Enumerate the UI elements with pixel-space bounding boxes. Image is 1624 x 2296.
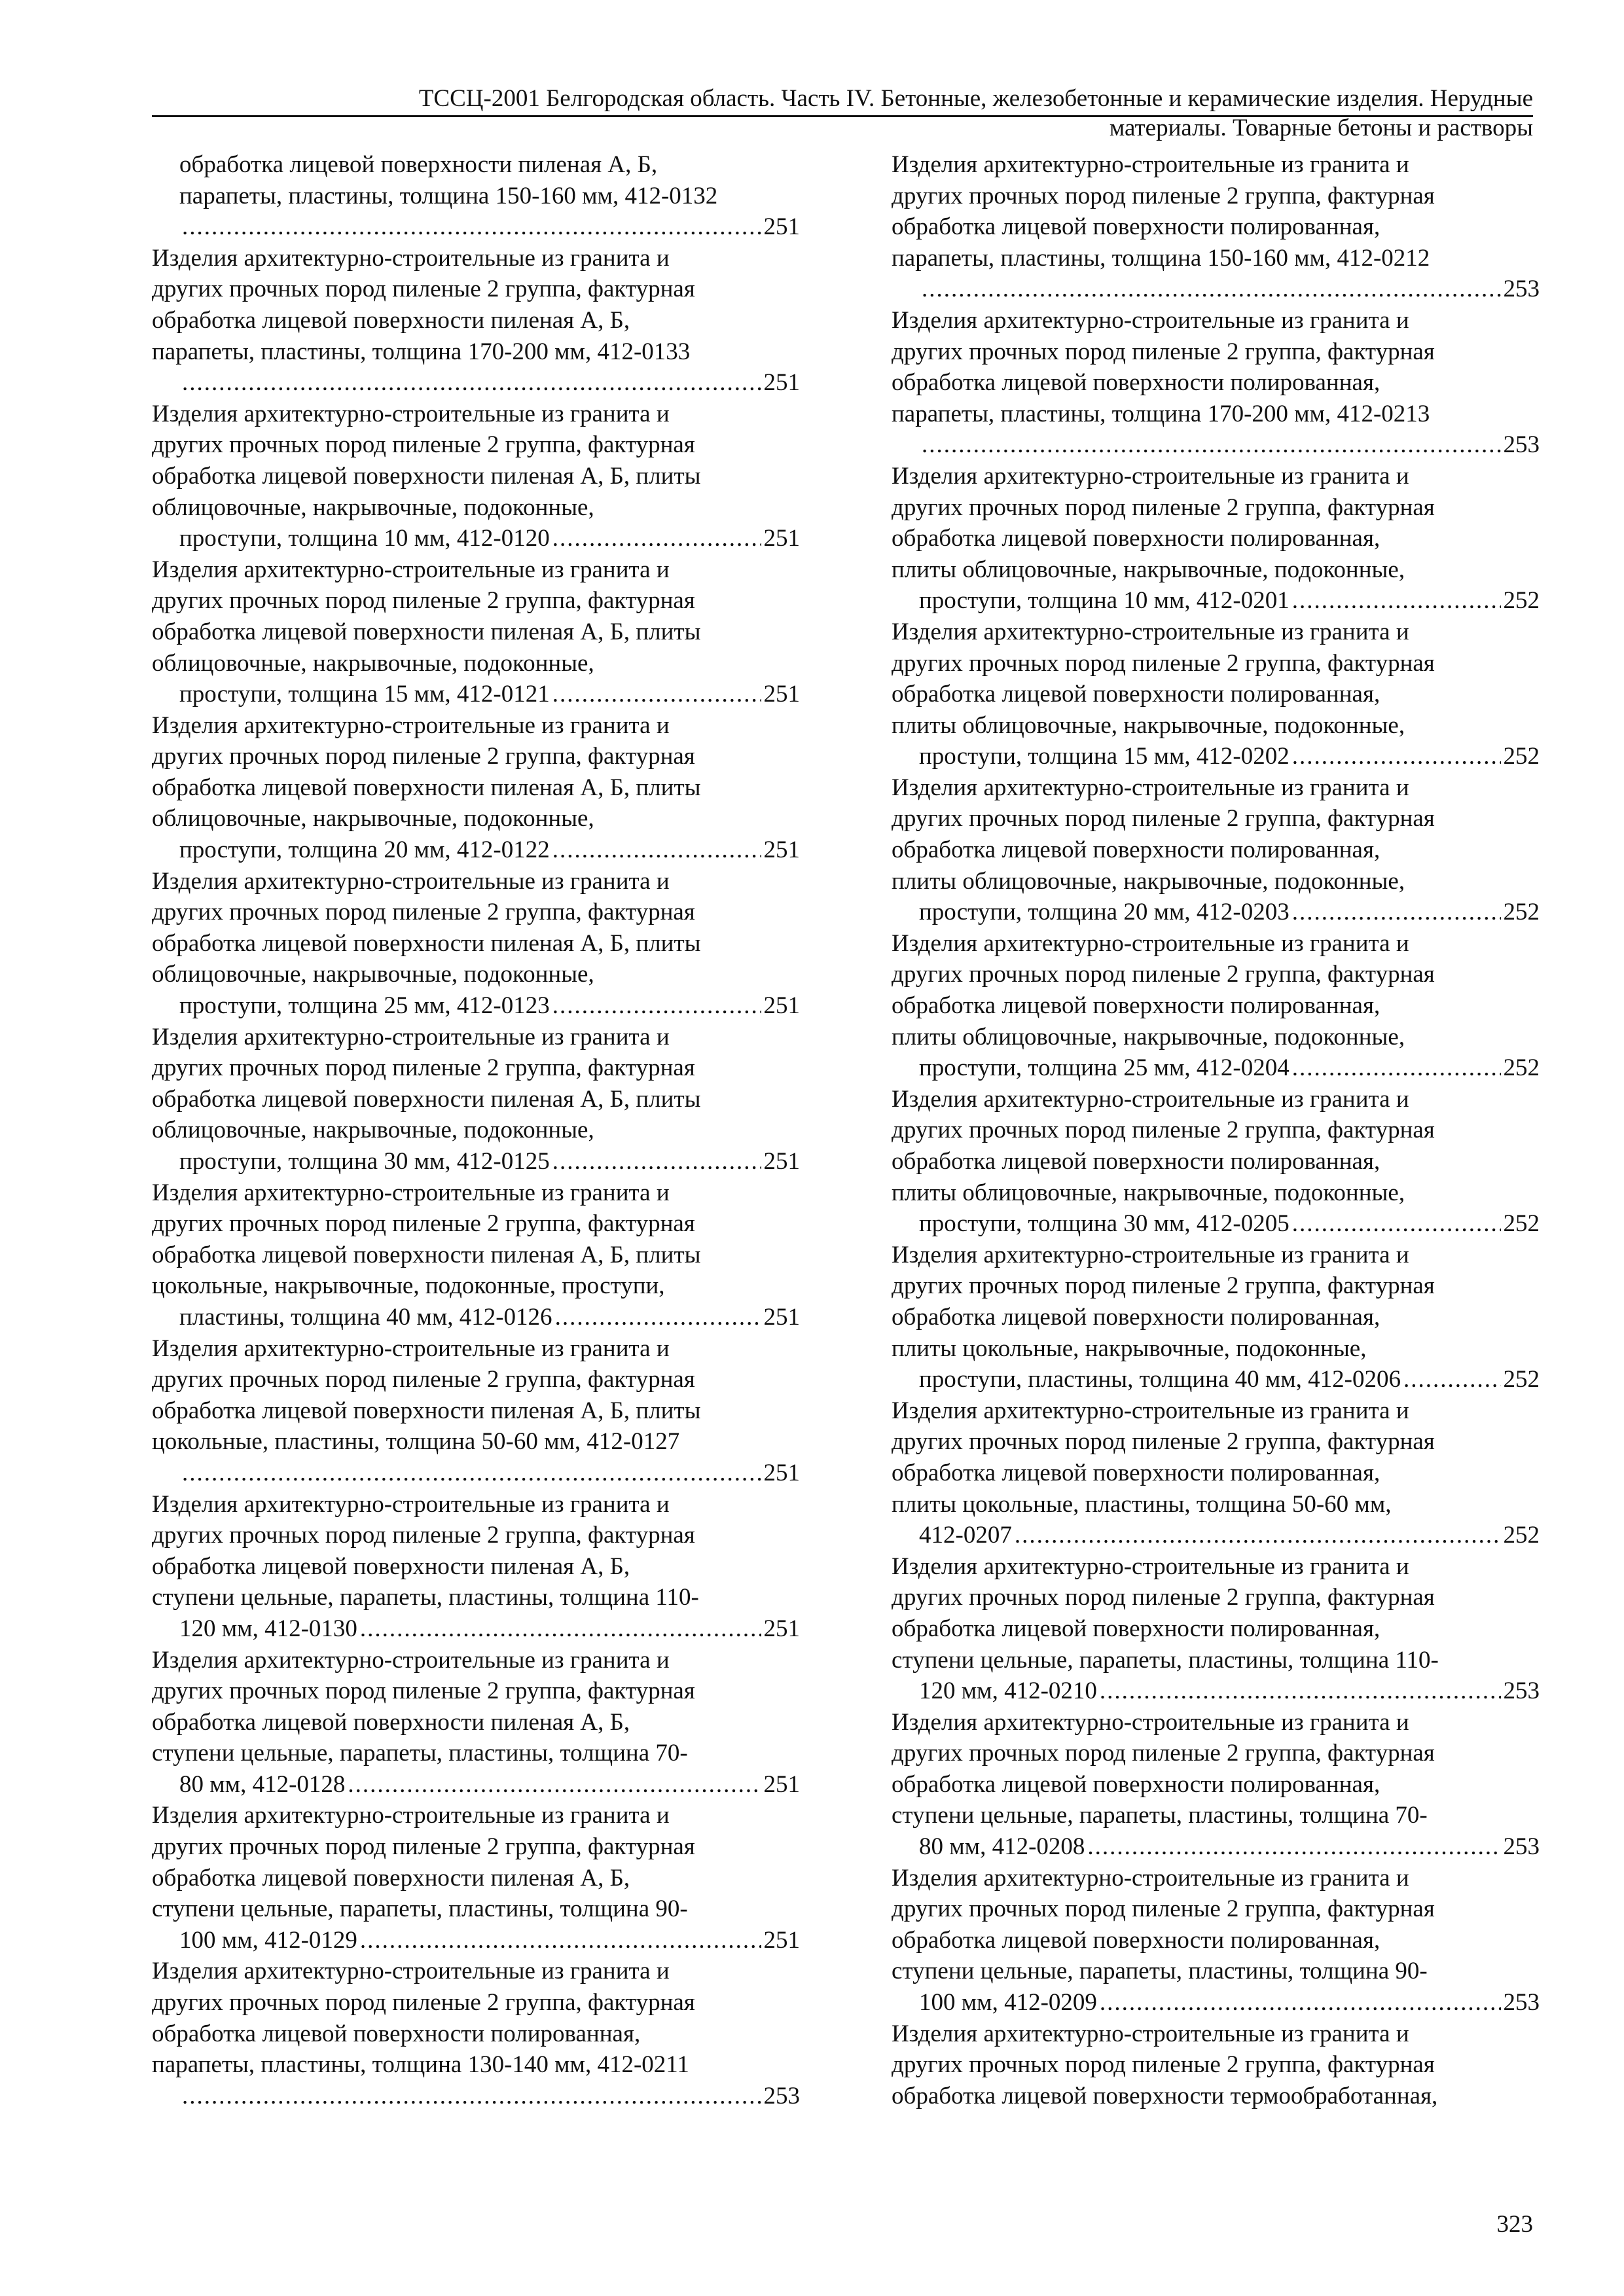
dot-leader <box>1100 1987 1501 2018</box>
entry-tail-text: проступи, пластины, толщина 40 мм, 412-0206 <box>919 1366 1401 1393</box>
entry-leader-line <box>179 679 800 710</box>
entry-leader-line <box>179 1769 800 1801</box>
entry-tail-text: 120 мм, 412-0210 <box>919 1677 1097 1705</box>
entry-line: парапеты, пластины, толщина 130-140 мм, 412-0211 <box>152 2051 689 2079</box>
entry-line: цокольные, накрывочные, подоконные, проступи, <box>152 1272 665 1300</box>
entry-tail-text: проступи, толщина 15 мм, 412-0202 <box>919 743 1290 770</box>
entry-leader-line <box>179 367 800 399</box>
index-entry <box>152 149 800 243</box>
index-entry <box>892 149 1540 305</box>
entry-page-ref: 251 <box>763 213 800 241</box>
dot-leader <box>1100 1676 1501 1707</box>
entry-line: Изделия архитектурно-строительные из гранита и <box>892 1397 1409 1424</box>
entry-line: Изделия архитектурно-строительные из гранита и <box>152 1023 670 1050</box>
entry-line: Изделия архитектурно-строительные из гранита и <box>892 1085 1409 1113</box>
entry-page-ref: 251 <box>763 1615 800 1642</box>
entry-tail-text: проступи, толщина 10 мм, 412-0120 <box>179 525 550 552</box>
entry-line: других прочных пород пиленые 2 группа, фактурная <box>152 1210 695 1238</box>
entry-line: Изделия архитектурно-строительные из гранита и <box>152 1335 670 1362</box>
entry-page-ref: 252 <box>1503 1366 1540 1393</box>
entry-page-ref: 252 <box>1503 1522 1540 1549</box>
entry-line: плиты облицовочные, накрывочные, подоконные, <box>892 711 1405 739</box>
entry-line: других прочных пород пиленые 2 группа, фактурная <box>892 649 1435 677</box>
entry-line: плиты облицовочные, накрывочные, подоконные, <box>892 867 1405 895</box>
index-entry <box>152 554 800 710</box>
index-entry <box>892 617 1540 772</box>
running-header <box>152 84 1533 143</box>
index-entry <box>152 399 800 554</box>
entry-leader-line <box>179 1146 800 1177</box>
index-entry <box>152 1956 800 2111</box>
entry-line: Изделия архитектурно-строительные из гранита и <box>892 1552 1409 1580</box>
entry-line: других прочных пород пиленые 2 группа, фактурная <box>892 1740 1435 1767</box>
entry-page-ref: 253 <box>1503 276 1540 303</box>
entry-leader-line <box>919 897 1540 928</box>
entry-line: Изделия архитектурно-строительные из гранита и <box>892 2020 1409 2047</box>
entry-page-ref: 251 <box>763 1303 800 1331</box>
entry-tail-text: проступи, толщина 10 мм, 412-0201 <box>919 587 1290 615</box>
entry-line: Изделия архитектурно-строительные из гранита и <box>152 711 670 739</box>
entry-line: облицовочные, накрывочные, подоконные, <box>152 493 594 521</box>
index-entry <box>892 1863 1540 2018</box>
index-entry <box>152 866 800 1022</box>
entry-line: ступени цельные, парапеты, пластины, толщина 90- <box>892 1958 1428 1985</box>
index-entry <box>892 461 1540 617</box>
dot-leader <box>555 1302 761 1333</box>
entry-line: других прочных пород пиленые 2 группа, фактурная <box>892 1895 1435 1923</box>
dot-leader <box>1292 585 1501 617</box>
entry-leader-line <box>919 1052 1540 1084</box>
entry-line: других прочных пород пиленые 2 группа, фактурная <box>892 2051 1435 2079</box>
index-entry <box>892 928 1540 1084</box>
entry-line: других прочных пород пиленые 2 группа, фактурная <box>152 1054 695 1082</box>
entry-line: Изделия архитектурно-строительные из гранита и <box>152 1646 670 1674</box>
entry-page-ref: 251 <box>763 681 800 708</box>
entry-line: обработка лицевой поверхности пиленая А, Б, <box>179 151 658 178</box>
entry-leader-line <box>179 1458 800 1489</box>
entry-line: Изделия архитектурно-строительные из гранита и <box>892 618 1409 645</box>
dot-leader <box>360 1925 761 1956</box>
entry-line: парапеты, пластины, толщина 150-160 мм, 412-0132 <box>179 182 718 209</box>
entry-line: обработка лицевой поверхности пиленая А, Б, плиты <box>152 929 701 957</box>
dot-leader <box>552 523 761 554</box>
entry-leader-line <box>919 585 1540 617</box>
index-entry <box>152 1800 800 1956</box>
entry-line: ступени цельные, парапеты, пластины, толщина 70- <box>152 1740 688 1767</box>
entry-line: обработка лицевой поверхности пиленая А, Б, <box>152 1708 630 1736</box>
entry-leader-line <box>919 1831 1540 1863</box>
entry-line: цокольные, пластины, толщина 50-60 мм, 412-0127 <box>152 1428 680 1456</box>
entry-line: других прочных пород пиленые 2 группа, фактурная <box>892 1428 1435 1456</box>
entry-line: Изделия архитектурно-строительные из гранита и <box>152 556 670 583</box>
entry-page-ref: 253 <box>1503 1833 1540 1861</box>
entry-line: Изделия архитектурно-строительные из гранита и <box>892 1864 1409 1892</box>
index-entry <box>892 2018 1540 2112</box>
entry-line: обработка лицевой поверхности полированная, <box>892 992 1380 1020</box>
entry-tail-text: 80 мм, 412-0128 <box>179 1770 346 1798</box>
entry-leader-line <box>179 211 800 243</box>
entry-line: других прочных пород пиленые 2 группа, фактурная <box>152 1366 695 1393</box>
entry-tail-text: проступи, толщина 20 мм, 412-0122 <box>179 836 550 864</box>
entry-leader-line <box>919 1364 1540 1395</box>
entry-page-ref: 253 <box>763 2082 800 2109</box>
header-rule <box>152 115 1533 117</box>
entry-line: Изделия архитектурно-строительные из гранита и <box>892 1708 1409 1736</box>
entry-line: парапеты, пластины, толщина 150-160 мм, 412-0212 <box>892 244 1430 272</box>
entry-leader-line <box>919 1520 1540 1551</box>
dot-leader <box>1292 897 1501 928</box>
dot-leader <box>1292 741 1501 772</box>
entry-line: других прочных пород пиленые 2 группа, фактурная <box>892 182 1435 209</box>
entry-line: других прочных пород пиленые 2 группа, фактурная <box>892 338 1435 365</box>
entry-line: облицовочные, накрывочные, подоконные, <box>152 805 594 833</box>
entry-page-ref: 251 <box>763 1459 800 1486</box>
running-header-line-2: материалы. Товарные бетоны и растворы <box>1109 115 1533 141</box>
entry-line: Изделия архитектурно-строительные из гранита и <box>152 1958 670 1985</box>
entry-line: плиты облицовочные, накрывочные, подоконные, <box>892 1179 1405 1206</box>
entry-line: обработка лицевой поверхности пиленая А, Б, плиты <box>152 1085 701 1113</box>
entry-tail-text: 120 мм, 412-0130 <box>179 1615 357 1642</box>
entry-leader-line <box>179 523 800 554</box>
entry-tail-text: проступи, толщина 30 мм, 412-0205 <box>919 1210 1290 1238</box>
entry-leader-line <box>179 990 800 1022</box>
entry-line: ступени цельные, парапеты, пластины, толщина 70- <box>892 1802 1428 1829</box>
dot-leader <box>348 1769 761 1801</box>
entry-line: обработка лицевой поверхности пиленая А, Б, плиты <box>152 618 701 645</box>
index-entry <box>892 1551 1540 1707</box>
entry-line: Изделия архитектурно-строительные из гранита и <box>152 867 670 895</box>
entry-tail-text: 100 мм, 412-0209 <box>919 1989 1097 2017</box>
entry-page-ref: 252 <box>1503 743 1540 770</box>
entry-line: обработка лицевой поверхности пиленая А, Б, <box>152 1552 630 1580</box>
entry-line: обработка лицевой поверхности полированная, <box>892 369 1380 397</box>
entry-line: других прочных пород пиленые 2 группа, фактурная <box>152 431 695 459</box>
dot-leader <box>360 1613 761 1645</box>
entry-page-ref: 253 <box>1503 1677 1540 1705</box>
entry-tail-text: проступи, толщина 15 мм, 412-0121 <box>179 681 550 708</box>
entry-line: обработка лицевой поверхности пиленая А, Б, плиты <box>152 1241 701 1268</box>
entry-line: ступени цельные, парапеты, пластины, толщина 110- <box>152 1584 699 1611</box>
entry-line: обработка лицевой поверхности полированная, <box>892 1303 1380 1331</box>
entry-leader-line <box>179 1925 800 1956</box>
dot-leader <box>922 274 1501 305</box>
entry-line: других прочных пород пиленые 2 группа, фактурная <box>892 805 1435 833</box>
entry-page-ref: 253 <box>1503 431 1540 459</box>
entry-line: других прочных пород пиленые 2 группа, фактурная <box>152 1522 695 1549</box>
entry-line: других прочных пород пиленые 2 группа, фактурная <box>152 1677 695 1705</box>
entry-line: облицовочные, накрывочные, подоконные, <box>152 649 594 677</box>
entry-leader-line <box>919 429 1540 461</box>
dot-leader <box>1087 1831 1500 1863</box>
index-entry <box>892 1395 1540 1551</box>
entry-line: Изделия архитектурно-строительные из гранита и <box>152 1802 670 1829</box>
entry-page-ref: 252 <box>1503 587 1540 615</box>
dot-leader <box>182 2081 761 2112</box>
entry-line: других прочных пород пиленые 2 группа, фактурная <box>892 1584 1435 1611</box>
entry-line: Изделия архитектурно-строительные из гранита и <box>892 929 1409 957</box>
entry-tail-text: проступи, толщина 20 мм, 412-0203 <box>919 899 1290 926</box>
entry-page-ref: 252 <box>1503 1210 1540 1238</box>
entry-line: Изделия архитектурно-строительные из гранита и <box>892 1241 1409 1268</box>
entry-tail-text: проступи, толщина 25 мм, 412-0123 <box>179 992 550 1020</box>
entry-leader-line <box>179 2081 800 2112</box>
entry-line: обработка лицевой поверхности полированная, <box>892 525 1380 552</box>
entry-leader-line <box>919 741 1540 772</box>
entry-line: других прочных пород пиленые 2 группа, фактурная <box>152 587 695 615</box>
entry-line: обработка лицевой поверхности пиленая А, Б, плиты <box>152 1397 701 1424</box>
entry-line: других прочных пород пиленые 2 группа, фактурная <box>152 743 695 770</box>
entry-line: обработка лицевой поверхности термообработанная, <box>892 2082 1438 2109</box>
entry-line: парапеты, пластины, толщина 170-200 мм, 412-0133 <box>152 338 691 365</box>
entry-line: обработка лицевой поверхности полированная, <box>892 681 1380 708</box>
dot-leader <box>1292 1052 1501 1084</box>
index-column-right <box>892 149 1540 2111</box>
dot-leader <box>1403 1364 1501 1395</box>
entry-line: Изделия архитектурно-строительные из гранита и <box>892 151 1409 178</box>
entry-line: обработка лицевой поверхности пиленая А, Б, <box>152 306 630 334</box>
entry-page-ref: 251 <box>763 992 800 1020</box>
entry-line: обработка лицевой поверхности полированная, <box>892 1615 1380 1642</box>
index-entry <box>892 305 1540 461</box>
entry-leader-line <box>919 1676 1540 1707</box>
entry-line: других прочных пород пиленые 2 группа, фактурная <box>152 276 695 303</box>
entry-line: плиты цокольные, пластины, толщина 50-60 мм, <box>892 1490 1392 1518</box>
entry-tail-text: 412-0207 <box>919 1522 1012 1549</box>
entry-page-ref: 253 <box>1503 1989 1540 2017</box>
entry-line: обработка лицевой поверхности полированная, <box>892 1770 1380 1798</box>
entry-page-ref: 252 <box>1503 899 1540 926</box>
index-entry <box>152 710 800 866</box>
index-entry <box>892 1084 1540 1240</box>
entry-line: других прочных пород пиленые 2 группа, фактурная <box>892 1117 1435 1144</box>
index-entry <box>152 1177 800 1333</box>
index-entry <box>152 1645 800 1801</box>
entry-page-ref: 251 <box>763 1926 800 1954</box>
entry-line: плиты облицовочные, накрывочные, подоконные, <box>892 1023 1405 1050</box>
entry-leader-line <box>919 1987 1540 2018</box>
entry-leader-line <box>919 1208 1540 1240</box>
entry-line: плиты облицовочные, накрывочные, подоконные, <box>892 556 1405 583</box>
entry-line: других прочных пород пиленые 2 группа, фактурная <box>892 493 1435 521</box>
entry-page-ref: 252 <box>1503 1054 1540 1082</box>
entry-line: плиты цокольные, накрывочные, подоконные, <box>892 1335 1367 1362</box>
entry-page-ref: 251 <box>763 525 800 552</box>
entry-page-ref: 251 <box>763 1770 800 1798</box>
entry-line: облицовочные, накрывочные, подоконные, <box>152 1117 594 1144</box>
dot-leader <box>1015 1520 1501 1551</box>
entry-line: ступени цельные, парапеты, пластины, толщина 110- <box>892 1646 1439 1674</box>
index-entry <box>152 243 800 399</box>
index-entry <box>892 772 1540 928</box>
entry-line: Изделия архитектурно-строительные из гранита и <box>152 1179 670 1206</box>
entry-tail-text: 100 мм, 412-0129 <box>179 1926 357 1954</box>
page-number: 323 <box>1496 2211 1533 2238</box>
entry-line: Изделия архитектурно-строительные из гранита и <box>152 400 670 427</box>
entry-line: обработка лицевой поверхности полированная, <box>892 836 1380 864</box>
entry-line: Изделия архитектурно-строительные из гранита и <box>892 462 1409 490</box>
dot-leader <box>552 834 761 866</box>
dot-leader <box>552 1146 761 1177</box>
entry-tail-text: проступи, толщина 25 мм, 412-0204 <box>919 1054 1290 1082</box>
entry-line: Изделия архитектурно-строительные из гранита и <box>152 244 670 272</box>
entry-tail-text: пластины, толщина 40 мм, 412-0126 <box>179 1303 552 1331</box>
running-header-line-1: ТССЦ-2001 Белгородская область. Часть IV. Бетонные, железобетонные и керамические изделия. Нерудные <box>418 85 1533 112</box>
index-entry <box>892 1707 1540 1863</box>
entry-leader-line <box>179 834 800 866</box>
entry-leader-line <box>919 274 1540 305</box>
entry-line: других прочных пород пиленые 2 группа, фактурная <box>152 1989 695 2017</box>
dot-leader <box>182 367 761 399</box>
entry-line: обработка лицевой поверхности пиленая А, Б, плиты <box>152 462 701 490</box>
dot-leader <box>922 429 1501 461</box>
entry-line: ступени цельные, парапеты, пластины, толщина 90- <box>152 1895 688 1923</box>
entry-line: парапеты, пластины, толщина 170-200 мм, 412-0213 <box>892 400 1430 427</box>
entry-page-ref: 251 <box>763 1148 800 1175</box>
dot-leader <box>182 211 761 243</box>
entry-line: других прочных пород пиленые 2 группа, фактурная <box>892 1272 1435 1300</box>
entry-page-ref: 251 <box>763 369 800 397</box>
entry-leader-line <box>179 1613 800 1645</box>
entry-leader-line <box>179 1302 800 1333</box>
entry-line: обработка лицевой поверхности пиленая А, Б, <box>152 1864 630 1892</box>
dot-leader <box>182 1458 761 1489</box>
entry-line: Изделия архитектурно-строительные из гранита и <box>152 1490 670 1518</box>
entry-line: других прочных пород пиленые 2 группа, фактурная <box>152 1833 695 1861</box>
index-entry <box>152 1489 800 1645</box>
entry-line: обработка лицевой поверхности полированная, <box>892 1459 1380 1486</box>
entry-line: Изделия архитектурно-строительные из гранита и <box>892 306 1409 334</box>
entry-line: обработка лицевой поверхности пиленая А, Б, плиты <box>152 774 701 801</box>
entry-line: других прочных пород пиленые 2 группа, фактурная <box>152 899 695 926</box>
entry-tail-text: проступи, толщина 30 мм, 412-0125 <box>179 1148 550 1175</box>
index-entry <box>152 1022 800 1177</box>
entry-line: обработка лицевой поверхности полированная, <box>152 2020 641 2047</box>
dot-leader <box>552 679 761 710</box>
entry-tail-text: 80 мм, 412-0208 <box>919 1833 1085 1861</box>
entry-line: других прочных пород пиленые 2 группа, фактурная <box>892 961 1435 988</box>
entry-line: облицовочные, накрывочные, подоконные, <box>152 961 594 988</box>
entry-line: Изделия архитектурно-строительные из гранита и <box>892 774 1409 801</box>
index-entry <box>152 1333 800 1489</box>
entry-line: обработка лицевой поверхности полированная, <box>892 1926 1380 1954</box>
entry-page-ref: 251 <box>763 836 800 864</box>
dot-leader <box>552 990 761 1022</box>
index-column-left <box>152 149 800 2111</box>
entry-line: обработка лицевой поверхности полированная, <box>892 213 1380 241</box>
entry-line: обработка лицевой поверхности полированная, <box>892 1148 1380 1175</box>
index-entry <box>892 1240 1540 1395</box>
dot-leader <box>1292 1208 1501 1240</box>
